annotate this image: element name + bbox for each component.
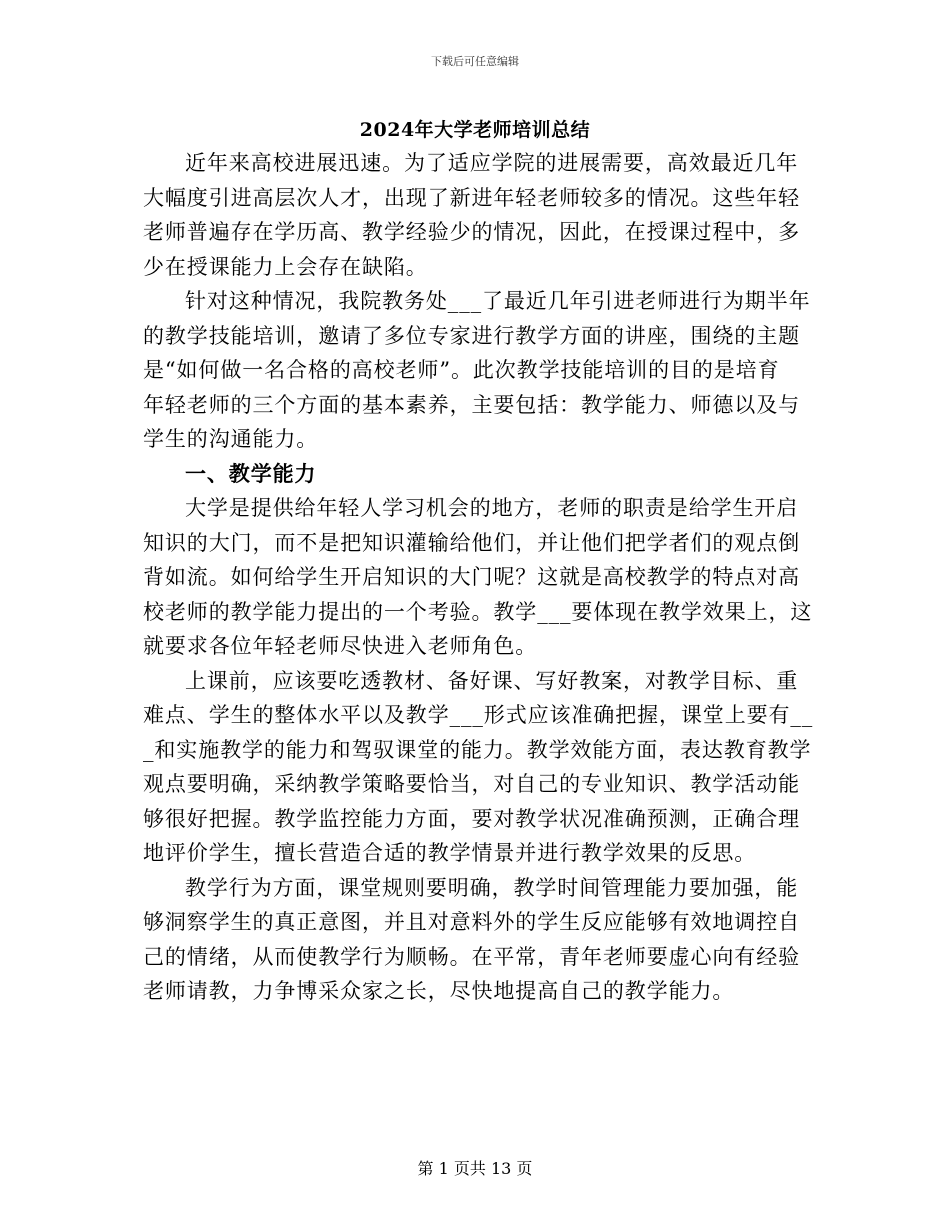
paragraph-2 <box>143 284 811 457</box>
paragraph-line: 的教学技能培训，邀请了多位专家进行教学方面的讲座，围绕的主题 <box>143 323 800 348</box>
paragraph-5 <box>143 871 807 1009</box>
document-body <box>143 146 814 1009</box>
paragraph-line: 教学行为方面，课堂规则要明确，教学时间管理能力要加强，能 <box>185 875 799 900</box>
paragraph-line: _和实施教学的能力和驾驭课堂的能力。教学效能方面，表达教育教学 <box>143 737 812 762</box>
paragraph-line: 地评价学生，擅长营造合适的教学情景并进行教学效果的反思。 <box>143 841 757 865</box>
paragraph-line: 学生的沟通能力。 <box>143 427 319 451</box>
paragraph-line: 近年来高校进展迅速。为了适应学院的进展需要，高效最近几年 <box>185 151 799 175</box>
paragraph-line: 己的情绪，从而使教学行为顺畅。在平常，青年老师要虚心向有经验 <box>143 944 800 969</box>
paragraph-line: 年轻老师的三个方面的基本素养，主要包括：教学能力、师德以及与 <box>143 392 800 417</box>
paragraph-line: 难点、学生的整体水平以及教学___形式应该准确把握，课堂上要有__ <box>143 703 814 727</box>
paragraph-line: 够洞察学生的真正意图，并且对意料外的学生反应能够有效地调控自 <box>143 910 800 934</box>
paragraph-line: 是“如何做一名合格的高校老师”。此次教学技能培训的目的是培育 <box>143 358 780 382</box>
paragraph-1 <box>143 146 807 284</box>
paragraph-line: 上课前，应该要吃透教材、备好课、写好教案，对教学目标、重 <box>185 668 799 693</box>
paragraph-line: 大幅度引进高层次人才，出现了新进年轻老师较多的情况。这些年轻 <box>143 185 800 210</box>
paragraph-line: 少在授课能力上会存在缺陷。 <box>143 254 428 279</box>
header-note: 下载后可任意编辑 <box>431 55 519 68</box>
paragraph-line: 够很好把握。教学监控能力方面，要对教学状况准确预测，正确合理 <box>143 806 800 831</box>
paragraph-line: 校老师的教学能力提出的一个考验。教学___要体现在教学效果上，这 <box>143 599 813 624</box>
paragraph-line: 背如流。如何给学生开启知识的大门呢？这就是高校教学的特点对高 <box>143 565 800 589</box>
paragraph-line: 老师普遍存在学历高、教学经验少的情况，因此，在授课过程中，多 <box>143 220 800 244</box>
paragraph-line: 就要求各位年轻老师尽快进入老师角色。 <box>143 634 538 658</box>
paragraph-line: 老师请教，力争博采众家之长，尽快地提高自己的教学能力。 <box>143 979 735 1003</box>
paragraph-4 <box>143 664 814 871</box>
paragraph-line: 知识的大门，而不是把知识灌输给他们，并让他们把学者们的观点倒 <box>143 530 800 555</box>
page-footer: 第 1 页共 13 页 <box>417 1159 533 1178</box>
paragraph-3 <box>143 491 813 664</box>
section-heading: 一、教学能力 <box>185 460 317 486</box>
paragraph-line: 大学是提供给年轻人学习机会的地方，老师的职责是给学生开启 <box>185 496 799 520</box>
paragraph-line: 针对这种情况，我院教务处___了最近几年引进老师进行为期半年 <box>185 289 811 313</box>
paragraph-line: 观点要明确，采纳教学策略要恰当，对自己的专业知识、教学活动能 <box>143 772 800 796</box>
document-title: 2024年大学老师培训总结 <box>359 119 591 141</box>
